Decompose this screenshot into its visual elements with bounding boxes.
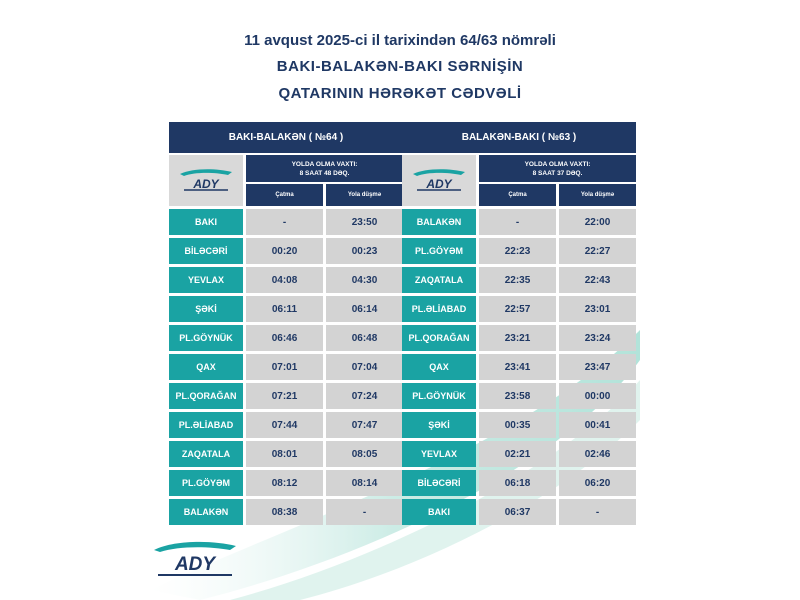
arrival-time: 22:23 bbox=[479, 238, 556, 264]
station-name: BİLƏCƏRİ bbox=[402, 470, 476, 496]
logo-text: ADY bbox=[426, 176, 452, 191]
arrival-time: - bbox=[246, 209, 323, 235]
left-col-arrival: Çatma bbox=[246, 184, 323, 206]
station-name: BAKI bbox=[169, 209, 243, 235]
table-row bbox=[169, 383, 403, 409]
right-travel-label: YOLDA OLMA VAXTI: bbox=[524, 160, 591, 168]
ady-logo-icon bbox=[411, 168, 467, 194]
station-name: ZAQATALA bbox=[402, 267, 476, 293]
left-travel-value: 8 SAAT 48 DƏQ. bbox=[299, 169, 350, 177]
arrival-time: 08:01 bbox=[246, 441, 323, 467]
station-name: BAKI bbox=[402, 499, 476, 525]
station-name: PL.ƏLİABAD bbox=[169, 412, 243, 438]
table-row bbox=[169, 267, 403, 293]
right-info-block bbox=[402, 155, 636, 206]
left-timetable bbox=[169, 122, 403, 528]
arrival-time: 22:35 bbox=[479, 267, 556, 293]
departure-time: 08:14 bbox=[326, 470, 403, 496]
departure-time: 00:00 bbox=[559, 383, 636, 409]
right-travel-time bbox=[479, 155, 636, 182]
table-row bbox=[402, 296, 636, 322]
departure-time: 23:47 bbox=[559, 354, 636, 380]
right-col-departure: Yola düşmə bbox=[559, 184, 636, 206]
departure-time: 00:23 bbox=[326, 238, 403, 264]
schedule-heading bbox=[0, 28, 800, 107]
table-row bbox=[402, 325, 636, 351]
table-row bbox=[402, 238, 636, 264]
arrival-time: - bbox=[479, 209, 556, 235]
table-row bbox=[402, 412, 636, 438]
departure-time: 23:24 bbox=[559, 325, 636, 351]
station-name: BİLƏCƏRİ bbox=[169, 238, 243, 264]
arrival-time: 06:37 bbox=[479, 499, 556, 525]
station-name: ZAQATALA bbox=[169, 441, 243, 467]
right-timetable bbox=[402, 122, 636, 528]
station-name: QAX bbox=[169, 354, 243, 380]
departure-time: 00:41 bbox=[559, 412, 636, 438]
departure-time: 08:05 bbox=[326, 441, 403, 467]
arrival-time: 04:08 bbox=[246, 267, 323, 293]
table-row bbox=[169, 238, 403, 264]
station-name: PL.GÖYNÜK bbox=[402, 383, 476, 409]
right-route-title: BALAKƏN-BAKI ( №63 ) bbox=[402, 122, 636, 153]
right-rows bbox=[402, 209, 636, 525]
station-name: PL.ƏLİABAD bbox=[402, 296, 476, 322]
heading-date-line: 11 avqust 2025-ci il tarixindən 64/63 nömrəli bbox=[244, 32, 556, 49]
table-row bbox=[169, 470, 403, 496]
station-name: YEVLAX bbox=[169, 267, 243, 293]
station-name: QAX bbox=[402, 354, 476, 380]
arrival-time: 06:18 bbox=[479, 470, 556, 496]
table-row bbox=[169, 209, 403, 235]
arrival-time: 06:11 bbox=[246, 296, 323, 322]
arrival-time: 00:35 bbox=[479, 412, 556, 438]
logo-text: ADY bbox=[174, 554, 216, 575]
arrival-time: 07:21 bbox=[246, 383, 323, 409]
station-name: YEVLAX bbox=[402, 441, 476, 467]
table-row bbox=[402, 441, 636, 467]
table-row bbox=[169, 412, 403, 438]
table-row bbox=[402, 354, 636, 380]
table-row bbox=[402, 470, 636, 496]
ady-logo-icon bbox=[150, 540, 240, 580]
arrival-time: 23:58 bbox=[479, 383, 556, 409]
right-col-arrival: Çatma bbox=[479, 184, 556, 206]
footer-ady-logo bbox=[150, 540, 240, 585]
station-name: BALAKƏN bbox=[169, 499, 243, 525]
departure-time: 06:14 bbox=[326, 296, 403, 322]
departure-time: - bbox=[326, 499, 403, 525]
arrival-time: 08:38 bbox=[246, 499, 323, 525]
station-name: PL.QORAĞAN bbox=[169, 383, 243, 409]
arrival-time: 22:57 bbox=[479, 296, 556, 322]
arrival-time: 00:20 bbox=[246, 238, 323, 264]
left-travel-label: YOLDA OLMA VAXTI: bbox=[291, 160, 358, 168]
left-route-title: BAKI-BALAKƏN ( №64 ) bbox=[169, 122, 403, 153]
heading-title-line: QATARININ HƏRƏKƏT CƏDVƏLİ bbox=[278, 85, 522, 102]
departure-time: 06:20 bbox=[559, 470, 636, 496]
station-name: ŞƏKİ bbox=[402, 412, 476, 438]
table-row bbox=[169, 296, 403, 322]
departure-time: 02:46 bbox=[559, 441, 636, 467]
arrival-time: 02:21 bbox=[479, 441, 556, 467]
left-ady-logo bbox=[169, 155, 243, 206]
left-rows bbox=[169, 209, 403, 525]
departure-time: 06:48 bbox=[326, 325, 403, 351]
departure-time: 23:50 bbox=[326, 209, 403, 235]
table-row bbox=[169, 354, 403, 380]
departure-time: 07:24 bbox=[326, 383, 403, 409]
left-info-block bbox=[169, 155, 403, 206]
right-ady-logo bbox=[402, 155, 476, 206]
station-name: BALAKƏN bbox=[402, 209, 476, 235]
table-row bbox=[169, 499, 403, 525]
departure-time: 04:30 bbox=[326, 267, 403, 293]
arrival-time: 07:44 bbox=[246, 412, 323, 438]
right-travel-value: 8 SAAT 37 DƏQ. bbox=[532, 169, 583, 177]
table-row bbox=[402, 267, 636, 293]
station-name: ŞƏKİ bbox=[169, 296, 243, 322]
arrival-time: 07:01 bbox=[246, 354, 323, 380]
logo-text: ADY bbox=[193, 176, 219, 191]
departure-time: 22:43 bbox=[559, 267, 636, 293]
departure-time: 07:04 bbox=[326, 354, 403, 380]
heading-route-line: BAKI-BALAKƏN-BAKI SƏRNİŞİN bbox=[276, 58, 524, 75]
table-row bbox=[402, 209, 636, 235]
table-row bbox=[169, 325, 403, 351]
station-name: PL.GÖYƏM bbox=[169, 470, 243, 496]
arrival-time: 23:21 bbox=[479, 325, 556, 351]
station-name: PL.GÖYƏM bbox=[402, 238, 476, 264]
arrival-time: 23:41 bbox=[479, 354, 556, 380]
table-row bbox=[402, 499, 636, 525]
left-travel-time bbox=[246, 155, 403, 182]
departure-time: 23:01 bbox=[559, 296, 636, 322]
ady-logo-icon bbox=[178, 168, 234, 194]
table-row bbox=[402, 383, 636, 409]
station-name: PL.QORAĞAN bbox=[402, 325, 476, 351]
departure-time: 07:47 bbox=[326, 412, 403, 438]
departure-time: - bbox=[559, 499, 636, 525]
arrival-time: 08:12 bbox=[246, 470, 323, 496]
table-row bbox=[169, 441, 403, 467]
departure-time: 22:27 bbox=[559, 238, 636, 264]
station-name: PL.GÖYNÜK bbox=[169, 325, 243, 351]
arrival-time: 06:46 bbox=[246, 325, 323, 351]
left-col-departure: Yola düşmə bbox=[326, 184, 403, 206]
departure-time: 22:00 bbox=[559, 209, 636, 235]
